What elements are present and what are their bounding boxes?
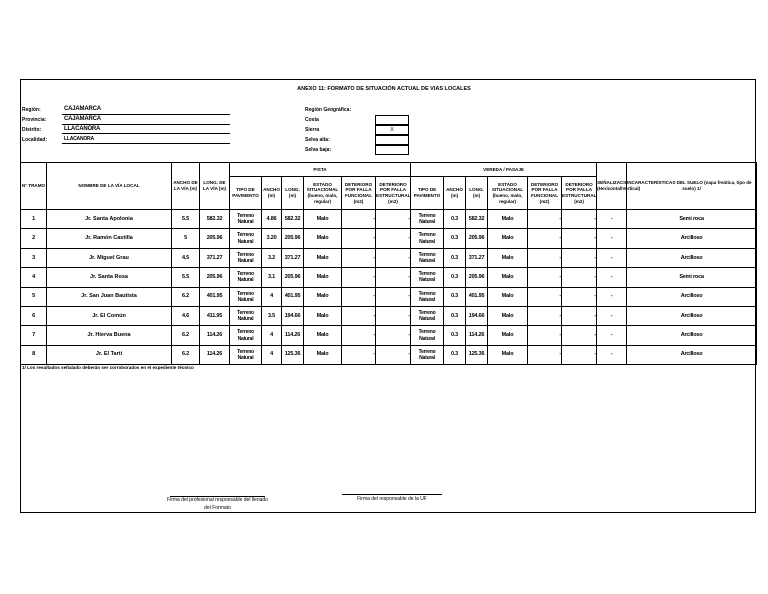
cell-v-func: - (528, 248, 562, 267)
cell-p-ancho: 3.2 (262, 248, 282, 267)
cell-p-tipo: Terreno Natural (230, 268, 262, 287)
localidad-value: LLACANORA (64, 136, 94, 142)
cell-p-func: - (342, 248, 376, 267)
cell-v-estr: - (562, 287, 597, 306)
cell-p-func: - (342, 210, 376, 229)
cell-p-estr: - (376, 248, 411, 267)
cell-p-func: - (342, 229, 376, 248)
cell-ancho-via: 6.2 (172, 287, 200, 306)
cell-v-estado: Malo (488, 306, 528, 325)
cell-p-tipo: Terreno Natural (230, 345, 262, 364)
cell-v-long: 114.26 (466, 326, 488, 345)
table-row (21, 326, 757, 345)
cell-p-func: - (342, 345, 376, 364)
cell-v-estr: - (562, 210, 597, 229)
cell-v-func: - (528, 326, 562, 345)
geo-sierra-label: Sierra (305, 127, 320, 133)
cell-p-tipo: Terreno Natural (230, 287, 262, 306)
cell-name: Jr. San Juan Bautista (47, 287, 172, 306)
cell-p-tipo: Terreno Natural (230, 306, 262, 325)
cell-v-estado: Malo (488, 287, 528, 306)
cell-suelo: Arcilloso (627, 345, 757, 364)
provincia-label: Provincia: (22, 117, 47, 123)
cell-p-ancho: 3.1 (262, 268, 282, 287)
cell-name: Jr. Miguel Grau (47, 248, 172, 267)
provincia-underline (62, 124, 230, 125)
header-pista-tipo: TIPO DE PAVIMENTO (230, 177, 262, 210)
cell-long-via: 371.27 (200, 248, 230, 267)
distrito-underline (62, 133, 230, 134)
cell-ancho-via: 5.5 (172, 268, 200, 287)
cell-v-tipo: Terreno Natural (411, 306, 444, 325)
cell-name: Jr. Hierva Buena (47, 326, 172, 345)
cell-long-via: 411.95 (200, 306, 230, 325)
cell-senal: - (597, 345, 627, 364)
cell-long-via: 205.96 (200, 268, 230, 287)
cell-long-via: 401.95 (200, 287, 230, 306)
cell-v-long: 205.96 (466, 268, 488, 287)
header-pista-long: LONG. (m) (282, 177, 304, 210)
cell-suelo: Semi roca (627, 268, 757, 287)
signature-label-left: Firma del profesional responsable del llenado del Formato (167, 497, 268, 511)
cell-v-long: 125.36 (466, 345, 488, 364)
footnote: 1/ Los resultados señalado deberán ser corroborados en el expediente técnico (22, 365, 194, 370)
cell-v-func: - (528, 306, 562, 325)
cell-v-ancho: 0.3 (444, 268, 466, 287)
cell-v-tipo: Terreno Natural (411, 210, 444, 229)
cell-p-estado: Malo (304, 345, 342, 364)
table-body (21, 210, 757, 365)
cell-p-ancho: 3.5 (262, 306, 282, 325)
cell-v-func: - (528, 268, 562, 287)
cell-p-func: - (342, 326, 376, 345)
document-title: ANEXO 11: FORMATO DE SITUACIÓN ACTUAL DE VIAS LOCALES (297, 86, 471, 92)
localidad-underline (62, 143, 230, 144)
cell-v-ancho: 0.3 (444, 345, 466, 364)
cell-long-via: 582.32 (200, 210, 230, 229)
cell-v-func: - (528, 287, 562, 306)
cell-ancho-via: 5.5 (172, 210, 200, 229)
cell-v-long: 371.27 (466, 248, 488, 267)
header-ancho-via: ANCHO DE LA VÍA (m) (172, 163, 200, 210)
cell-ancho-via: 6.2 (172, 345, 200, 364)
cell-p-ancho: 4 (262, 287, 282, 306)
header-vereda-det-estr: DETERIORO POR FALLA ESTRUCTURAL (m2) (562, 177, 597, 210)
cell-n: 6 (21, 306, 47, 325)
cell-v-tipo: Terreno Natural (411, 268, 444, 287)
cell-v-long: 194.66 (466, 306, 488, 325)
cell-ancho-via: 4.5 (172, 248, 200, 267)
cell-p-ancho: 4.86 (262, 210, 282, 229)
cell-suelo: Arcilloso (627, 306, 757, 325)
cell-v-estado: Malo (488, 345, 528, 364)
cell-v-ancho: 0.3 (444, 248, 466, 267)
cell-v-func: - (528, 229, 562, 248)
cell-v-ancho: 0.3 (444, 326, 466, 345)
cell-v-estr: - (562, 248, 597, 267)
cell-senal: - (597, 210, 627, 229)
cell-suelo: Semi roca (627, 210, 757, 229)
cell-v-tipo: Terreno Natural (411, 287, 444, 306)
geo-region-heading: Región Geográfica: (305, 107, 352, 113)
header-senalizacion: SEÑALIZACIÓN (Horizontal/Vertical) (597, 163, 627, 210)
cell-senal: - (597, 287, 627, 306)
cell-p-estr: - (376, 229, 411, 248)
cell-p-estr: - (376, 326, 411, 345)
cell-n: 8 (21, 345, 47, 364)
region-underline (62, 114, 230, 115)
region-value: CAJAMARCA (64, 106, 101, 112)
cell-suelo: Arcilloso (627, 287, 757, 306)
cell-v-estado: Malo (488, 210, 528, 229)
header-long-via: LONG. DE LA VÍA (m) (200, 163, 230, 210)
cell-p-tipo: Terreno Natural (230, 326, 262, 345)
cell-senal: - (597, 306, 627, 325)
geo-selva-alta-box (375, 135, 409, 145)
cell-v-long: 401.95 (466, 287, 488, 306)
cell-name: Jr. Santa Apolonia (47, 210, 172, 229)
header-vereda: VEREDA / PASAJE (411, 163, 597, 177)
cell-p-estado: Malo (304, 248, 342, 267)
cell-long-via: 114.26 (200, 326, 230, 345)
cell-p-estr: - (376, 287, 411, 306)
header-vereda-ancho: ANCHO (m) (444, 177, 466, 210)
cell-v-estr: - (562, 345, 597, 364)
cell-n: 4 (21, 268, 47, 287)
cell-v-tipo: Terreno Natural (411, 345, 444, 364)
cell-v-ancho: 0.3 (444, 306, 466, 325)
cell-p-func: - (342, 287, 376, 306)
cell-v-long: 582.32 (466, 210, 488, 229)
cell-ancho-via: 5 (172, 229, 200, 248)
cell-v-estr: - (562, 268, 597, 287)
cell-ancho-via: 6.2 (172, 326, 200, 345)
cell-p-tipo: Terreno Natural (230, 229, 262, 248)
header-pista: PISTA (230, 163, 411, 177)
table-row (21, 229, 757, 248)
cell-p-tipo: Terreno Natural (230, 248, 262, 267)
localidad-label: Localidad: (22, 137, 48, 143)
table-row (21, 248, 757, 267)
header-pista-det-func: DETERIORO POR FALLA FUNCIONAL (m2) (342, 177, 376, 210)
cell-v-tipo: Terreno Natural (411, 326, 444, 345)
geo-selva-alta-label: Selva alta: (305, 137, 330, 143)
cell-v-estado: Malo (488, 268, 528, 287)
cell-v-estado: Malo (488, 229, 528, 248)
cell-p-long: 114.26 (282, 326, 304, 345)
header-vereda-long: LONG. (m) (466, 177, 488, 210)
cell-p-long: 125.36 (282, 345, 304, 364)
cell-p-estr: - (376, 268, 411, 287)
cell-p-tipo: Terreno Natural (230, 210, 262, 229)
cell-p-func: - (342, 306, 376, 325)
distrito-value: LLACANORA (64, 126, 101, 132)
geo-selva-baja-box (375, 145, 409, 155)
cell-name: Jr. El Común (47, 306, 172, 325)
header-vereda-estado: ESTADO SITUACIONAL (bueno, malo, regular) (488, 177, 528, 210)
cell-p-estado: Malo (304, 210, 342, 229)
cell-p-estado: Malo (304, 326, 342, 345)
cell-n: 1 (21, 210, 47, 229)
cell-v-estr: - (562, 306, 597, 325)
cell-long-via: 114.26 (200, 345, 230, 364)
cell-long-via: 205.96 (200, 229, 230, 248)
cell-name: Jr. El Tarti (47, 345, 172, 364)
header-caracteristicas: CARACTERÍSTICAS DEL SUELO (napa freática, tipo de suelo) 1/ (627, 163, 757, 210)
cell-p-long: 205.96 (282, 268, 304, 287)
road-status-table (20, 162, 757, 365)
cell-p-ancho: 3.20 (262, 229, 282, 248)
cell-p-estado: Malo (304, 268, 342, 287)
cell-ancho-via: 4.6 (172, 306, 200, 325)
signature-line-right (342, 494, 442, 495)
table-row (21, 306, 757, 325)
cell-suelo: Arcilloso (627, 248, 757, 267)
cell-v-tipo: Terreno Natural (411, 248, 444, 267)
geo-sierra-box: X (375, 125, 409, 135)
header-pista-det-estr: DETERIORO POR FALLA ESTRUCTURAL (m2) (376, 177, 411, 210)
table-row (21, 268, 757, 287)
cell-p-estr: - (376, 345, 411, 364)
cell-v-estado: Malo (488, 248, 528, 267)
provincia-value: CAJAMARCA (64, 116, 101, 122)
cell-p-estado: Malo (304, 287, 342, 306)
cell-v-estado: Malo (488, 326, 528, 345)
geo-costa-label: Costa (305, 117, 319, 123)
cell-p-long: 401.95 (282, 287, 304, 306)
cell-v-long: 205.96 (466, 229, 488, 248)
header-vereda-tipo: TIPO DE PAVIMENTO (411, 177, 444, 210)
cell-v-ancho: 0.3 (444, 210, 466, 229)
distrito-label: Distrito: (22, 127, 42, 133)
cell-p-estr: - (376, 306, 411, 325)
header-pista-estado: ESTADO SITUACIONAL (bueno, malo, regular) (304, 177, 342, 210)
region-label: Región: (22, 107, 41, 113)
cell-v-estr: - (562, 229, 597, 248)
cell-n: 3 (21, 248, 47, 267)
cell-p-long: 205.96 (282, 229, 304, 248)
cell-p-long: 371.27 (282, 248, 304, 267)
geo-costa-box (375, 115, 409, 125)
cell-v-func: - (528, 345, 562, 364)
table-row (21, 287, 757, 306)
cell-v-estr: - (562, 326, 597, 345)
cell-n: 5 (21, 287, 47, 306)
cell-name: Jr. Ramón Castilla (47, 229, 172, 248)
cell-p-long: 582.32 (282, 210, 304, 229)
signature-label-right: Firma del responsable de la UF (357, 496, 427, 502)
cell-p-func: - (342, 268, 376, 287)
cell-suelo: Arcilloso (627, 229, 757, 248)
header-vereda-det-func: DETERIORO POR FALLA FUNCIONAL (m2) (528, 177, 562, 210)
cell-v-tipo: Terreno Natural (411, 229, 444, 248)
cell-n: 7 (21, 326, 47, 345)
geo-selva-baja-label: Selva baja: (305, 147, 332, 153)
cell-p-estado: Malo (304, 229, 342, 248)
cell-p-long: 194.66 (282, 306, 304, 325)
cell-v-func: - (528, 210, 562, 229)
header-name: NOMBRE DE LA VÍA LOCAL (47, 163, 172, 210)
table-row (21, 345, 757, 364)
cell-n: 2 (21, 229, 47, 248)
cell-v-ancho: 0.3 (444, 229, 466, 248)
header-num: N° TRAMO (21, 163, 47, 210)
cell-p-estr: - (376, 210, 411, 229)
cell-senal: - (597, 268, 627, 287)
cell-p-estado: Malo (304, 306, 342, 325)
header-pista-ancho: ANCHO (m) (262, 177, 282, 210)
cell-v-ancho: 0.3 (444, 287, 466, 306)
cell-senal: - (597, 326, 627, 345)
cell-senal: - (597, 248, 627, 267)
cell-name: Jr. Santa Rosa (47, 268, 172, 287)
cell-suelo: Arcilloso (627, 326, 757, 345)
table-row (21, 210, 757, 229)
cell-p-ancho: 4 (262, 326, 282, 345)
cell-senal: - (597, 229, 627, 248)
cell-p-ancho: 4 (262, 345, 282, 364)
